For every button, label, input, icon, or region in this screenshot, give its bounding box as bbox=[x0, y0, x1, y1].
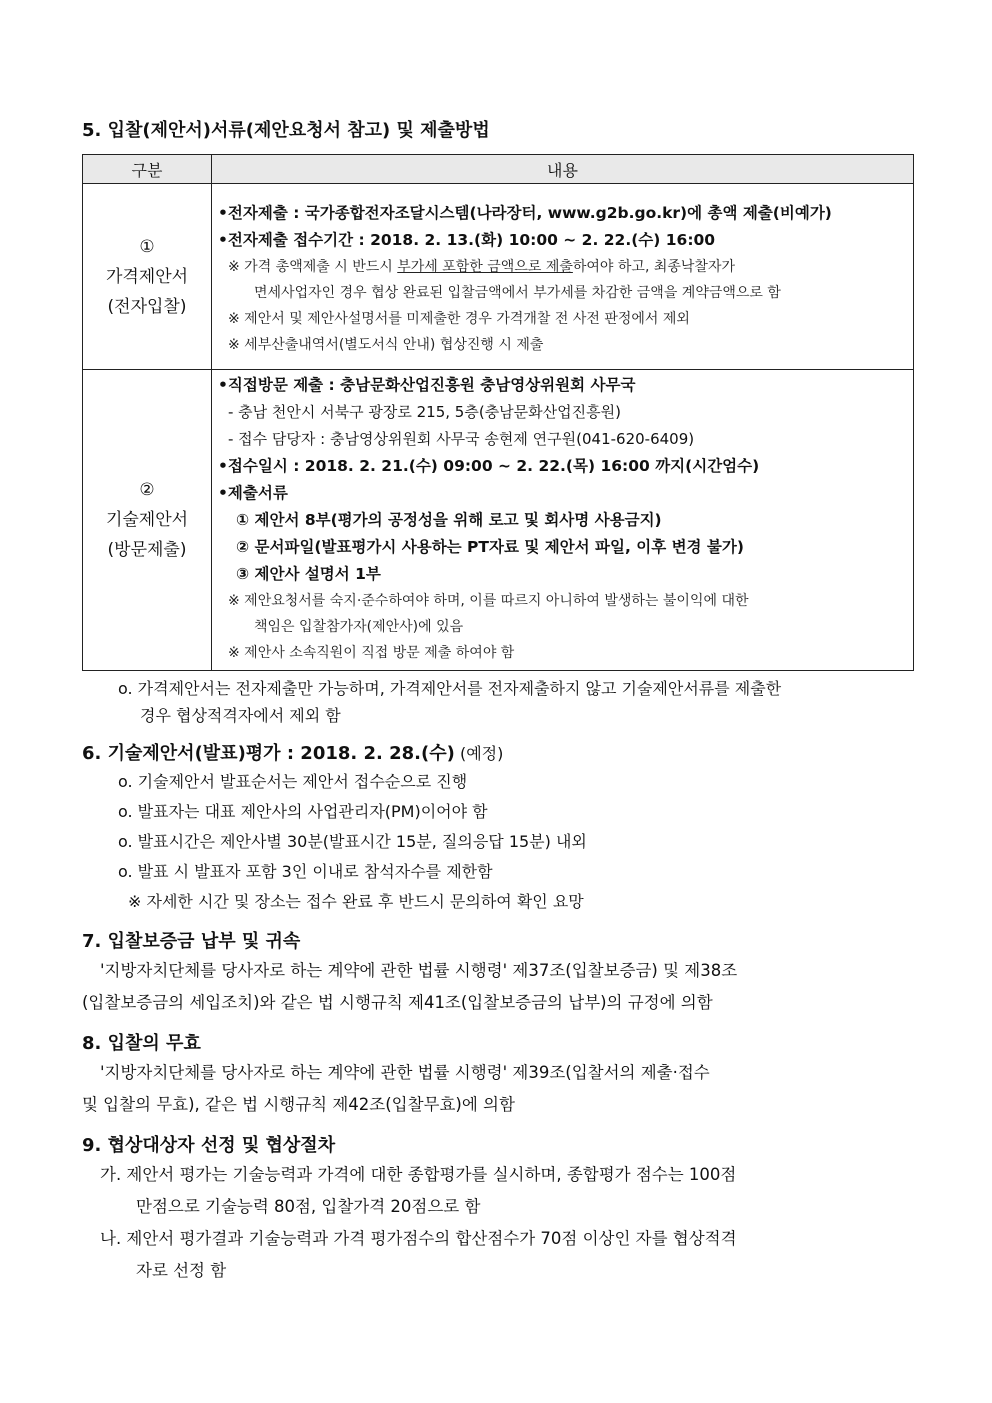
section-9-item-na: 나. 제안서 평가결과 기술능력과 가격 평가점수의 합산점수가 70점 이상인 자를 협상적격 bbox=[100, 1229, 737, 1248]
table-header-row bbox=[83, 155, 914, 184]
row1-number: ① bbox=[139, 236, 155, 257]
row2-note2: ※ 제안사 소속직원이 직접 방문 제출 하여야 함 bbox=[228, 645, 515, 661]
header-content: 내용 bbox=[212, 155, 914, 184]
row1-line2: •전자제출 접수기간 : 2018. 2. 13.(화) 10:00 ~ 2. 22.(수) 16:00 bbox=[218, 230, 716, 249]
section-9-title: 9. 협상대상자 선정 및 협상절차 bbox=[82, 1135, 336, 1156]
row2-number: ② bbox=[139, 480, 155, 500]
section-9-item-na-cont: 자로 선정 함 bbox=[136, 1261, 227, 1280]
row2-doc2: ② 문서파일(발표평가시 사용하는 PT자료 및 제안서 파일, 이후 변경 불가) bbox=[236, 538, 744, 556]
table-row bbox=[83, 184, 914, 370]
row1-note1 bbox=[218, 254, 907, 280]
row2-name: 기술제안서 bbox=[105, 510, 189, 530]
row1-line1: •전자제출 : 국가종합전자조달시스템(나라장터, www.g2b.go.kr)에 총액 제출(비예가) bbox=[218, 203, 832, 222]
remark-line-cont: 경우 협상적격자에서 제외 함 bbox=[140, 706, 341, 725]
row2-note1-cont: 책임은 입찰참가자(제안사)에 있음 bbox=[254, 619, 464, 635]
row1-method: (전자입찰) bbox=[107, 296, 187, 317]
list-item: o. 발표자는 대표 제안사의 사업관리자(PM)이어야 함 bbox=[118, 802, 488, 821]
row2-line2: - 충남 천안시 서북구 광장로 215, 5층(충남문화산업진흥원) bbox=[228, 403, 621, 421]
row1-note3: ※ 세부산출내역서(별도서식 안내) 협상진행 시 제출 bbox=[228, 336, 544, 353]
section-7-line1: '지방자치단체를 당사자로 하는 계약에 관한 법률 시행령' 제37조(입찰보증금) 및 제38조 bbox=[100, 961, 738, 980]
section-5-remark bbox=[118, 675, 914, 729]
header-category: 구분 bbox=[83, 155, 212, 184]
section-9-item-ga-cont: 만점으로 기술능력 80점, 입찰가격 20점으로 함 bbox=[136, 1197, 481, 1216]
row2-line4: •접수일시 : 2018. 2. 21.(수) 09:00 ~ 2. 22.(목) 16:00 까지(시간엄수) bbox=[218, 457, 760, 475]
list-item: o. 발표 시 발표자 포함 3인 이내로 참석자수를 제한함 bbox=[118, 862, 493, 881]
section-5-title: 5. 입찰(제안서)서류(제안요청서 참고) 및 제출방법 bbox=[82, 120, 490, 141]
section-8-line1: '지방자치단체를 당사자로 하는 계약에 관한 법률 시행령' 제39조(입찰서의 제출·접수 bbox=[100, 1063, 710, 1082]
section-6-title bbox=[82, 741, 914, 767]
section-6-title-main: 6. 기술제안서(발표)평가 : 2018. 2. 28.(수) bbox=[82, 743, 455, 764]
document-page bbox=[82, 118, 914, 1287]
row2-doc3: ③ 제안사 설명서 1부 bbox=[236, 565, 381, 583]
row1-note1-underline: 부가세 포함한 금액으로 제출 bbox=[397, 258, 573, 275]
table-row bbox=[83, 370, 914, 671]
submission-table bbox=[82, 154, 914, 671]
row1-category bbox=[83, 184, 212, 370]
list-item: o. 기술제안서 발표순서는 제안서 접수순으로 진행 bbox=[118, 772, 468, 791]
section-6-title-suffix: (예정) bbox=[454, 744, 504, 763]
row1-content bbox=[212, 184, 914, 370]
row2-category bbox=[83, 370, 212, 671]
list-item: o. 발표시간은 제안사별 30분(발표시간 15분, 질의응답 15분) 내외 bbox=[118, 832, 587, 851]
section-6-note: ※ 자세한 시간 및 장소는 접수 완료 후 반드시 문의하여 확인 요망 bbox=[128, 892, 584, 911]
row2-note1: ※ 제안요청서를 숙지·준수하여야 하며, 이를 따르지 아니하여 발생하는 불이익에 대한 bbox=[228, 593, 749, 609]
row1-name: 가격제안서 bbox=[105, 266, 189, 287]
row2-line3: - 접수 담당자 : 충남영상위원회 사무국 송현제 연구원(041-620-6409) bbox=[228, 430, 695, 448]
section-7-title: 7. 입찰보증금 납부 및 귀속 bbox=[82, 931, 301, 952]
row1-note1-cont: 면세사업자인 경우 협상 완료된 입찰금액에서 부가세를 차감한 금액을 계약금액으로 함 bbox=[254, 284, 781, 301]
row1-note1-post: 하여야 하고, 최종낙찰자가 bbox=[572, 258, 735, 275]
section-8-line2: 및 입찰의 무효), 같은 법 시행규칙 제42조(입찰무효)에 의함 bbox=[82, 1095, 515, 1114]
row2-line1: •직접방문 제출 : 충남문화산업진흥원 충남영상위원회 사무국 bbox=[218, 376, 636, 394]
section-8-title: 8. 입찰의 무효 bbox=[82, 1033, 201, 1054]
row1-note2: ※ 제안서 및 제안사설명서를 미제출한 경우 가격개찰 전 사전 판정에서 제외 bbox=[228, 310, 690, 327]
row2-doc1: ① 제안서 8부(평가의 공정성을 위해 로고 및 회사명 사용금지) bbox=[236, 511, 662, 529]
row1-note1-pre: ※ 가격 총액제출 시 반드시 bbox=[228, 258, 398, 275]
section-7-line2: (입찰보증금의 세입조치)와 같은 법 시행규칙 제41조(입찰보증금의 납부)의 규정에 의함 bbox=[82, 993, 713, 1012]
remark-line: o. 가격제안서는 전자제출만 가능하며, 가격제안서를 전자제출하지 않고 기술제안서류를 제출한 bbox=[118, 679, 782, 698]
row2-method: (방문제출) bbox=[107, 540, 187, 560]
row2-line5: •제출서류 bbox=[218, 484, 288, 502]
section-9-item-ga: 가. 제안서 평가는 기술능력과 가격에 대한 종합평가를 실시하며, 종합평가 점수는 100점 bbox=[100, 1165, 737, 1184]
row2-content bbox=[212, 370, 914, 671]
